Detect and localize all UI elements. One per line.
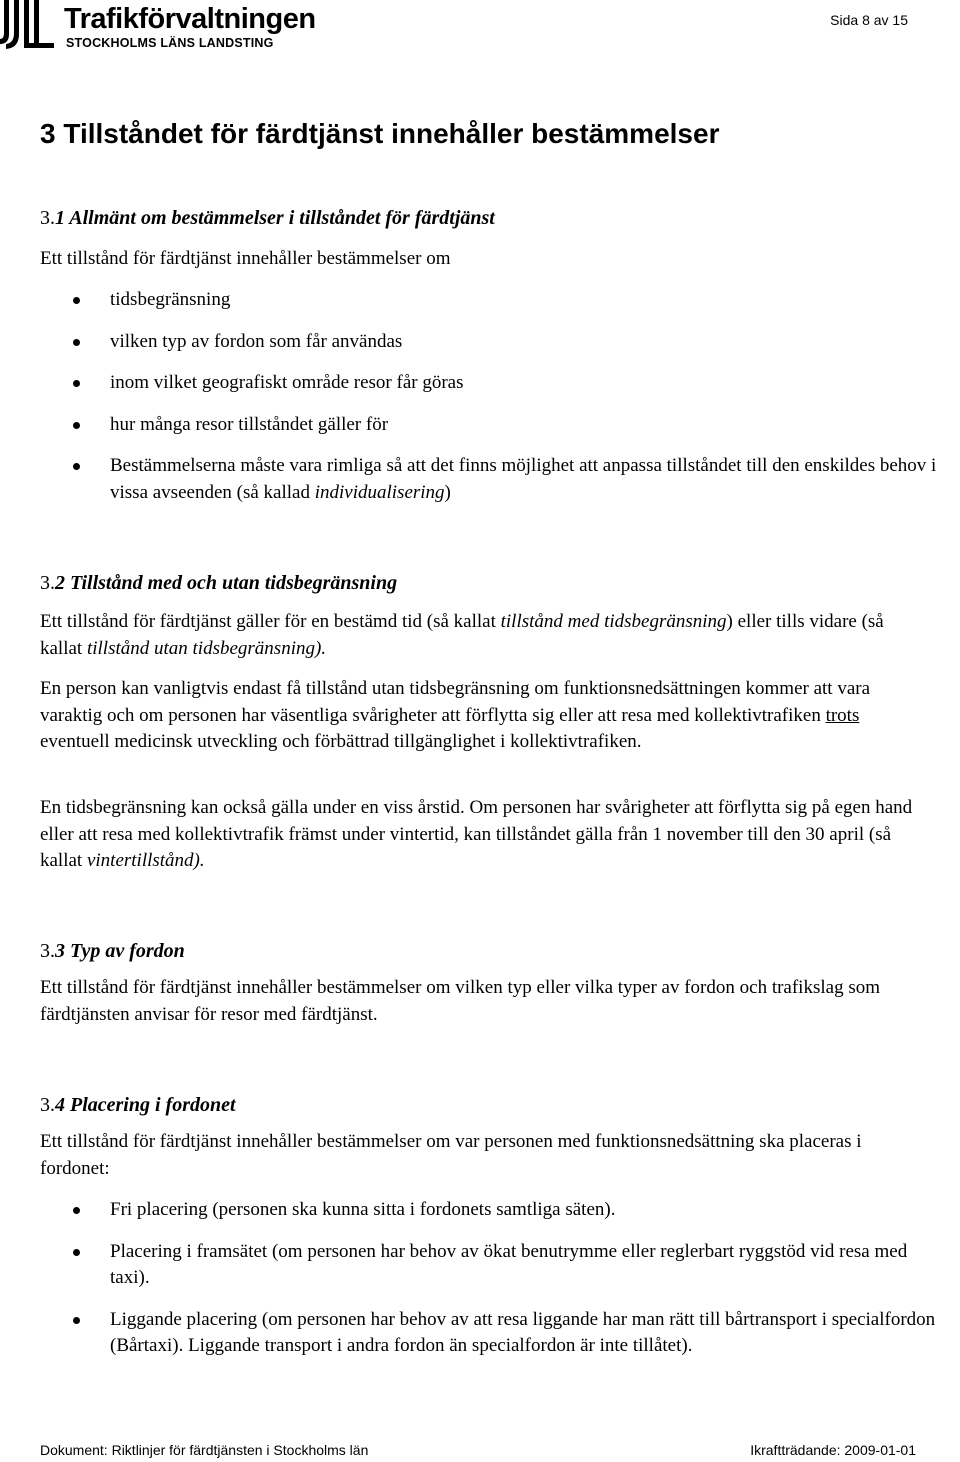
- list-item: Liggande placering (om personen har behov av att resa liggande har man rätt till bårtransport i specialfordon (Bårtaxi). Liggande transport i andra fordon än specialfordon är inte tillåtet).: [40, 1307, 950, 1360]
- list-item: Placering i framsätet (om personen har behov av ökat benutrymme eller reglerbart ryggstöd vid resa med taxi).: [40, 1239, 950, 1292]
- section-3-3-paragraph: Ett tillstånd för färdtjänst innehåller bestämmelser om vilken typ eller vilka typer av fordon och trafikslag som färdtjänsten anvisar för resor med färdtjänst.: [40, 977, 880, 1025]
- section-3-1-intro: Ett tillstånd för färdtjänst innehåller bestämmelser om: [40, 248, 451, 269]
- section-3-4-bullets: [40, 1197, 950, 1360]
- bullet-icon: [73, 297, 80, 304]
- org-subtitle: STOCKHOLMS LÄNS LANDSTING: [66, 36, 274, 50]
- list-item: Fri placering (personen ska kunna sitta i fordonets samtliga säten).: [40, 1197, 950, 1224]
- page-title: 3 Tillståndet för färdtjänst innehåller bestämmelser: [40, 118, 720, 149]
- bullet-icon: [73, 1207, 80, 1214]
- bullet-icon: [73, 422, 80, 429]
- section-3-1-bullets: [40, 287, 950, 506]
- org-name: Trafikförvaltningen: [64, 3, 316, 35]
- section-3-2-paragraph-2: En person kan vanligtvis endast få tillstånd utan tidsbegränsning om funktionsnedsättningen kommer att vara varaktig och om personen har väsentliga svårigheter att förflytta sig eller att resa med kollektivtrafiken trots eventuell medicinsk utveckling och förbättrad tillgänglighet i kollektivtrafiken.: [40, 678, 871, 752]
- list-item: inom vilket geografiskt område resor får göras: [40, 370, 950, 397]
- section-3-2-paragraph-3: En tidsbegränsning kan också gälla under en viss årstid. Om personen har svårigheter att förflytta sig på egen hand eller att resa med kollektivtrafik främst under vintertid, kan tillståndet gälla från 1 november till den 30 april (så kallat vintertillstånd).: [40, 797, 913, 871]
- section-3-2-paragraph-1: Ett tillstånd för färdtjänst gäller för en bestämd tid (så kallat tillstånd med tidsbegränsning) eller tills vidare (så kallat tillstånd utan tidsbegränsning).: [40, 611, 884, 659]
- page-footer: [40, 1441, 916, 1459]
- section-heading-3-2: 3.2 Tillstånd med och utan tidsbegränsning: [40, 572, 398, 594]
- bullet-icon: [73, 1317, 80, 1324]
- sll-logo-icon: [0, 0, 56, 50]
- bullet-icon: [73, 1249, 80, 1256]
- bullet-icon: [73, 463, 80, 470]
- section-heading-3-4: 3.4 Placering i fordonet: [40, 1094, 236, 1116]
- list-item: tidsbegränsning: [40, 287, 950, 314]
- section-3-4-paragraph: Ett tillstånd för färdtjänst innehåller bestämmelser om var personen med funktionsnedsättning ska placeras i fordonet:: [40, 1131, 862, 1179]
- list-item: vilken typ av fordon som får användas: [40, 329, 950, 356]
- list-item: Bestämmelserna måste vara rimliga så att det finns möjlighet att anpassa tillståndet till den enskildes behov i vissa avseenden (så kallad individualisering): [40, 453, 950, 506]
- bullet-icon: [73, 380, 80, 387]
- footer-effective-date: Ikraftträdande: 2009-01-01: [750, 1442, 916, 1458]
- section-heading-3-1: 3.1 Allmänt om bestämmelser i tillståndet för färdtjänst: [40, 207, 495, 229]
- footer-document: Dokument: Riktlinjer för färdtjänsten i Stockholms län: [40, 1442, 369, 1458]
- section-heading-3-3: 3.3 Typ av fordon: [40, 940, 185, 962]
- bullet-icon: [73, 339, 80, 346]
- list-item: hur många resor tillståndet gäller för: [40, 412, 950, 439]
- page-number: Sida 8 av 15: [830, 12, 908, 28]
